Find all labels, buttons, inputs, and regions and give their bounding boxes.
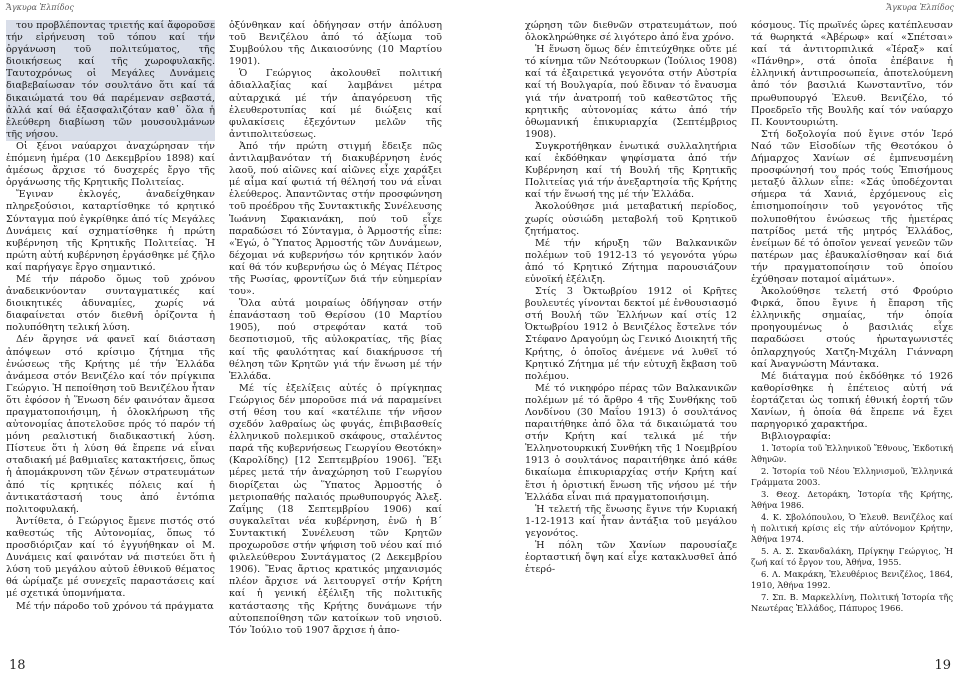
paragraph: Ἔγιναν ἐκλογές, ἀναδείχθηκαν πληρεξούσιοι, καταρτίσθηκε τό κρητικό Σύνταγμα πού ἐγκρίθηκε ἀπό τίς Μεγάλες Δυνάμεις καί σχηματίσθηκε ἡ πρώτη κυβέρνηση τῆς Κρητικῆς Πολιτείας. Ἡ πρώτη αὐτή κυβέρνηση ἐργάσθηκε μέ ζῆλο καί παρήγαγε ἔργο σημαντικό.	[6, 189, 215, 273]
paragraph: Ὅλα αὐτά μοιραίως ὁδήγησαν στήν ἐπανάσταση τοῦ Θερίσου (10 Μαρτίου 1905), πού στρεφόταν κατά τοῦ δεσποτισμοῦ, τῆς αὐλοκρατίας, τῆς βίας καί τῆς φαυλότητας καί διακήρυσσε τή θέληση τῶν Κρητῶν γιά τήν ἕνωση μέ τήν Ἑλλάδα.	[229, 298, 442, 382]
paragraph: Ἡ πόλη τῶν Χανίων παρουσίαζε ἑορταστική ὄψη καί εἶχε κατακλυσθεῖ ἀπό ἑτερό-	[525, 540, 737, 576]
paragraph: Μέ διάταγμα πού ἐκδόθηκε τό 1926 καθορίσθηκε ἡ ἐπέτειος αὐτή νά ἑορτάζεται ὡς τοπική ἐθνική ἑορτή τῶν Χανίων, ἡ ὁποία θά ἔπρεπε νά ἔχει παρηγορικό χαρακτήρα.	[751, 370, 953, 431]
paragraph: ὀξύνθηκαν καί ὁδήγησαν στήν ἀπόλυση τοῦ Βενιζέλου ἀπό τό ἀξίωμα τοῦ Συμβούλου τῆς Δικαιοσύνης (10 Μαρτίου 1901).	[229, 20, 442, 68]
right-page	[480, 0, 960, 679]
paragraph: Ἀκολούθησε μιά μεταβατική περίοδος, χωρίς οὐσιώδη μεταβολή τοῦ Κρητικοῦ ζητήματος.	[525, 201, 737, 237]
bibliography-item: 5. Α. Σ. Σκανδαλάκη, Πρίγκηψ Γεώργιος, Ἡ ζωή καί τό ἔργον του, Ἀθήνα, 1955.	[751, 546, 953, 568]
bibliography-item: 6. Λ. Μακράκη, Ἐλευθέριος Βενιζέλος, 1864, 1910, Ἀθήνα 1992.	[751, 569, 953, 591]
paragraph: του προβλέποντας τριετής καί ἄφοροῦσε τήν εἰρήνευση τοῦ τόπου καί τήν ὀργάνωση τοῦ πολιτεύματος, τῆς διοικήσεως καί τῆς χωροφυλακῆς. Ταυτοχρόνως οἱ Μεγάλες Δυνάμεις διαβεβαίωσαν τόν σουλτάνο ὅτι καί τά δικαιώματά του θά παρέμεναν σεβαστά, ἀλλά καί θά ἐξασφαλιζόταν καθ᾽ ὅλα ἡ ἐλεύθερη διαβίωση τῶν μουσουλμάνων τῆς νήσου.	[6, 20, 215, 140]
paragraph: Δέν ἄργησε νά φανεῖ καί διάσταση ἀπόψεων στό κρίσιμο ζήτημα τῆς ἑνώσεως τῆς Κρήτης μέ τήν Ἑλλάδα ἀνάμεσα στόν Βενιζέλο καί τόν πρίγκιπα Γεώργιο. Ἡ πεποίθηση τοῦ Βενιζέλου ἦταν ὅτι ἐφόσον ἡ Ἕνωση δέν φαινόταν ἄμεσα πραγματοποιήσιμη, ἡ ὁλοκλήρωση τῆς αὐτονομίας ἀποτελοῦσε πρός τό παρόν τή μόνη ρεαλιστική διαδικαστική λύση. Πίστευε ὅτι ἡ λύση θά ἔπρεπε νά εἶναι σταδιακή μέ βαθμιαῖες κατακτήσεις, ὅπως ἡ ἀπομάκρυνση τῶν ξένων στρατευμάτων ἀπό τίς κρητικές πόλεις καί ἡ ἀντικατάστασή τους ἀπό ἐντόπια πολιτοφυλακή.	[6, 334, 215, 515]
running-header-left: Ἄγκυρα Ἐλπίδος	[6, 3, 74, 12]
paragraph: Συγκροτήθηκαν ἐνωτικά συλλαλητήρια καί ἐκδόθηκαν ψηφίσματα ἀπό τήν Κυβέρνηση καί τή Βουλή τῆς Κρητικῆς Πολιτείας γιά τήν ἀνεξαρτησία τῆς Κρήτης καί τήν ἕνωσή της μέ τήν Ἑλλάδα.	[525, 140, 737, 201]
paragraph: Ἡ τελετή τῆς ἕνωσης ἔγινε τήν Κυριακή 1-12-1913 καί ἦταν ἀντάξια τοῦ μεγάλου γεγονότος.	[525, 503, 737, 539]
paragraph: Μέ τήν πάροδο τοῦ χρόνου τά πράγματα	[16, 600, 214, 612]
paragraph: Ἀκολούθησε τελετή στό Φρούριο Φιρκά, ὅπου ἔγινε ἡ ἔπαρση τῆς ἑλληνικῆς σημαίας, τήν ὁποία προηγουμένως ὁ βασιλιάς εἶχε παραδώσει στούς ἡρωταγωνιστές ὁπλαρχηγούς Χατζη-Μιχάλη Γιάνναρη καί Ἀναγνώστη Μάντακα.	[751, 286, 953, 370]
bibliography-list	[751, 443, 953, 614]
paragraph: Στή δοξολογία πού ἔγινε στόν Ἱερό Ναό τῶν Εἰσοδίων τῆς Θεοτόκου ὁ Δήμαρχος Χανίων σέ ἐμπνευσμένη προσφώνησή του πρός τούς Ἐπισήμους μεταξύ ἄλλων εἶπε: «Σάς ὑποδέχονται σήμερα τά Χανιά, ἐρχόμενους εἰς ἐπισημοποίησιν τοῦ γεγονότος τῆς πολυποθήτου ἑνώσεως τῆς ἡμετέρας πατρίδος μετά τῆς μητρός Ἑλλάδος, ἐνείμων δέ τό ὁποῖον γενεαί γενεῶν τῶν πατέρων μας ἐβαυκαλίσθησαν καί διά τήν πραγματοποίησιν τοῦ ὁποίου ἐχύθησαν ποταμοί αἱμάτων».	[751, 128, 953, 285]
bibliography-item: 2. Ἱστορία τοῦ Νέου Ἑλληνισμοῦ, Ἑλληνικά Γράμματα 2003.	[751, 466, 953, 488]
running-header-right: Ἄγκυρα Ἐλπίδος	[886, 3, 954, 12]
text-column-2	[229, 20, 442, 648]
paragraph: Οἱ ξένοι ναύαρχοι ἀναχώρησαν τήν ἐπόμενη ἡμέρα (10 Δεκεμβρίου 1898) καί ἀμέσως ἄρχισε τό δυσχερές ἔργο τῆς ὀργάνωσης τῆς Κρητικῆς Πολιτείας.	[6, 140, 215, 189]
bibliography-item: 3. Θεοχ. Δετοράκη, Ἱστορία τῆς Κρήτης, Ἀθήνα 1986.	[751, 489, 953, 511]
paragraph: χώρηση τῶν διεθνῶν στρατευμάτων, πού ὁλοκληρώθηκε σέ λιγότερο ἀπό ἕνα χρόνο.	[525, 20, 737, 44]
text-column-1	[6, 20, 215, 648]
paragraph: Στίς 3 Ὀκτωβρίου 1912 οἱ Κρῆτες βουλευτές γίνονται δεκτοί μέ ἐνθουσιασμό στή Βουλή τῶν Ἑλλήνων καί στίς 12 Ὀκτωβρίου 1912 ὁ Βενιζέλος ἔστελνε τόν Στέφανο Δραγούμη ὡς Γενικό Διοικητή τῆς Κρήτης, ὁ ὁποῖος ἀνέμενε νά λυθεῖ τό Κρητικό Ζήτημα μέ τήν εὐτυχῆ ἔκβαση τοῦ πολέμου.	[525, 286, 737, 382]
text-column-3	[525, 20, 737, 648]
paragraph: Ἀπό τήν πρώτη στιγμή ἔδειξε πῶς ἀντιλαμβανόταν τή διακυβέρνηση ἑνός λαοῦ, πού αἰῶνες καί αἰῶνες εἶχε χαράξει μέ αἷμα καί φωτιά τή θέλησή του νά εἶναι ἐλεύθερος. Ἀπαντῶντας στήν προσφώνηση τοῦ προέδρου τῆς Συντακτικῆς Συνέλευσης Ἰωάννη Σφακιανάκη, πού τοῦ εἶχε παραδώσει τό Σύνταγμα, ὁ Ἁρμοστής εἶπε: «Ἐγώ, ὁ Ὕπατος Ἁρμοστής τῶν Δυνάμεων, δέχομαι νά κυβερνήσω τόν κρητικόν λαόν καί θά τόν κυβερνήσω ὡς ὁ Μέγας Πέτρος τῆς Ρωσίας, φροντίζων διά τήν εὐημερίαν του».	[229, 140, 442, 298]
text-column-4	[751, 20, 953, 648]
paragraph: κόσμους. Τίς πρωϊνές ὧρες κατέπλευσαν τά θωρηκτά «Ἀβέρωφ» καί «Σπέτσαι» καί τά ἀντιτορπιλικά «Ἱέραξ» καί «Πάνθηρ», στά ὁποῖα ἐπέβαινε ἡ ἑλληνική ἀντιπροσωπεία, ἀποτελούμενη ἀπό τόν βασιλιά Κωνσταντῖνο, τόν πρωθυπουργό Ἐλευθ. Βενιζέλο, τό Προεδρεῖο τῆς Βουλῆς καί τόν ναύαρχο Π. Κουντουριώτη.	[751, 20, 953, 128]
paragraph: Μέ τό νικηφόρο πέρας τῶν Βαλκανικῶν πολέμων μέ τό ἄρθρο 4 τῆς Συνθήκης τοῦ Λονδίνου (30 Μαΐου 1913) ὁ σουλτάνος παραιτήθηκε ἀπό ὅλα τά δικαιώματά του στήν Κρήτη καί τελικά μέ τήν Ἑλληνοτουρκική Συνθήκη τῆς 1 Νοεμβρίου 1913 ὁ σουλτάνος παραιτήθηκε ἀπό κάθε δικαίωμα ἐπικυριαρχίας στήν Κρήτη καί ἔτσι ἡ ὁριστική ἕνωση τῆς νήσου μέ τήν Ἑλλάδα εἶναι πιά πραγματοποιήσιμη.	[525, 382, 737, 503]
page-number-right: 19	[934, 658, 951, 673]
paragraph: Ἀντίθετα, ὁ Γεώργιος ἔμενε πιστός στό καθεστώς τῆς Αὐτονομίας, ὅπως τό προσδιόριζαν καί τό ἐγγυήθηκαν οἱ Μ. Δυνάμεις καί φαινόταν νά πιστεύει ὅτι ἡ λύση τοῦ μεγάλου αὐτοῦ ἐθνικοῦ θέματος θά ὡρίμαζε μέ συνεχεῖς παραστάσεις καί μέ σχετικά ὑπομνήματα.	[6, 515, 215, 600]
paragraph: Ὁ Γεώργιος ἀκολουθεῖ πολιτική ἀδιαλλαξίας καί λαμβάνει μέτρα αὐταρχικά μέ τήν ἀπαγόρευση τῆς ἐλευθεροτυπίας καί μέ διώξεις καί φυλακίσεις ἐξεχόντων μελῶν τῆς ἀντιπολιτεύσεως.	[229, 68, 442, 140]
paragraph: Μέ τήν κήρυξη τῶν Βαλκανικῶν πολέμων τοῦ 1912-13 τό γεγονότα γύρω ἀπό τό Κρητικό Ζήτημα παρουσιάζουν εὐνοϊκή ἐξέλιξη.	[525, 237, 737, 285]
paragraph: Ἡ ἕνωση ὅμως δέν ἐπιτεύχθηκε οὔτε μέ τό κίνημα τῶν Νεότουρκων (Ἰούλιος 1908) καί τά ἐξαιρετικά γεγονότα στήν Αὐστρία καί τή Βουλγαρία, πού ἔδιναν τό ἔναυσμα γιά τήν ἀνατροπή τοῦ καθεστῶτος τῆς κρητικῆς αὐτονομίας κάτω ἀπό τήν ὀθωμανική ἐπικυριαρχία (Σεπτέμβριος 1908).	[525, 44, 737, 140]
page-number-left: 18	[9, 658, 26, 673]
bibliography-title: Βιβλιογραφία:	[761, 431, 832, 443]
paragraph: Μέ τήν πάροδο ὅμως τοῦ χρόνου ἀναδεικνύονταν συνταγματικές καί διοικητικές ἀδυναμίες, χωρίς νά διαφαίνεται στόν διεθνῆ ὁρίζοντα ἡ πολυπόθητη τελική λύση.	[6, 273, 215, 334]
bibliography-item: 1. Ἱστορία τοῦ Ἑλληνικοῦ Ἔθνους, Ἐκδοτική Ἀθηνῶν.	[751, 443, 953, 465]
bibliography-item: 7. Σπ. Β. Μαρκελλίνη, Πολιτική Ἱστορία τῆς Νεωτέρας Ἑλλάδος, Πάπυρος 1966.	[751, 592, 953, 614]
bibliography-item: 4. Κ. Σβολόπουλου, Ὁ Ἐλευθ. Βενιζέλος καί ἡ πολιτική κρίσις εἰς τήν αὐτόνομον Κρήτην, Ἀθήνα 1974.	[751, 512, 953, 545]
paragraph: Μέ τίς ἐξελίξεις αὐτές ὁ πρίγκηπας Γεώργιος δέν μποροῦσε πιά νά παραμείνει στή θέση του καί «κατέλιπε τήν νῆσον σχεδόν λαθραίως ὡς φυγάς, ἐπιβιβασθείς ἑλληνικοῦ πολεμικοῦ σκάφους, σταλέντος παρά τῆς κυβερνήσεως Γεωργίου Θεοτόκη» (Καρολίδης) [12 Σεπτεμβρίου 1906]. Ἕξι μέρες μετά τήν ἀναχώρηση τοῦ Γεωργίου διορίζεται ὡς Ὕπατος Ἁρμοστής ὁ μετριοπαθής παλαιός πρωθυπουργός Ἀλεξ. Ζαΐμης (18 Σεπτεμβρίου 1906) καί συγκαλεῖται νέα κυβέρνηση, ἐνῶ ἡ Β´ Συντακτική Συνέλευση τῶν Κρητῶν προχωροῦσε στήν ψήφιση τοῦ νέου καί πιό φιλελεύθερου Συντάγματος (2 Δεκεμβρίου 1906). Ἔνας ἄρτιος κρατικός μηχανισμός πλέον ἄρχισε νά λειτουργεῖ στήν Κρήτη καί ἡ γενική ἐξέλιξη τῆς πολιτικῆς κατάστασης τῆς Κρήτης δυνάμωνε τήν αὐτοπεποίθηση τῶν κατοίκων τοῦ νησιοῦ. Τόν Ἰούλιο τοῦ 1907 ἄρχισε ἡ ἀπο-	[229, 382, 442, 636]
